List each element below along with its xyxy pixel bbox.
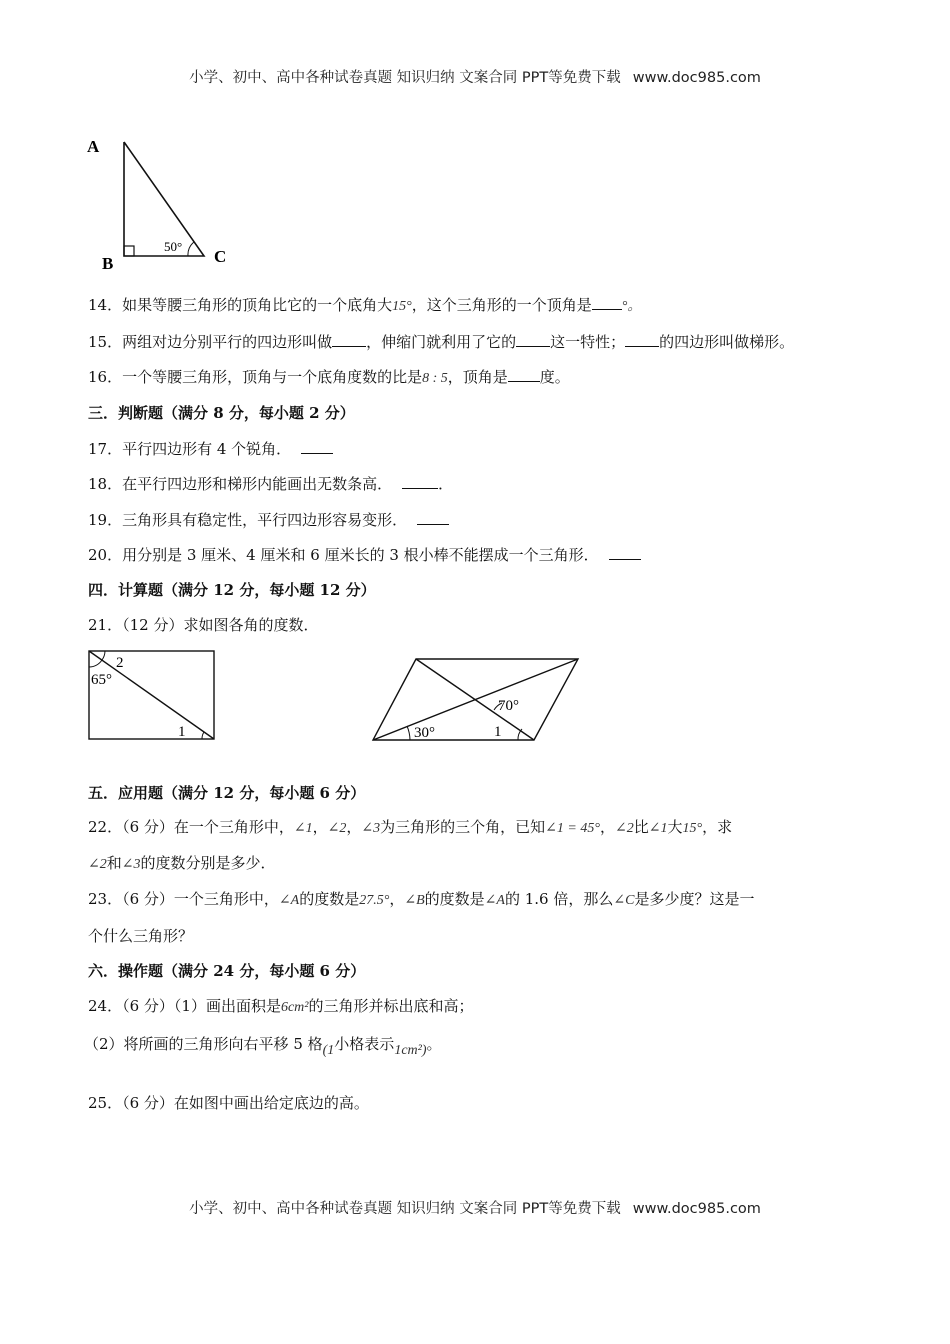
angle-c-arc (188, 242, 194, 256)
angle-30-arc (407, 726, 410, 740)
q14-blank[interactable] (592, 295, 622, 310)
q20-blank[interactable] (609, 545, 641, 560)
right-triangle-figure (84, 132, 244, 277)
q22-l2-angle-3: ∠3 (121, 857, 141, 872)
q22-math-1: ∠1 = 45° (545, 821, 600, 836)
q22-text-1: （6 分）在一个三角形中， (122, 818, 294, 836)
question-22-line-2 (88, 853, 890, 875)
angle-2-arc (102, 651, 105, 660)
angle-1-arc (202, 732, 204, 739)
q17-blank[interactable] (301, 439, 333, 454)
q24-l2-end: 。 (426, 1035, 442, 1053)
question-19 (88, 510, 890, 530)
q24-l2-paren-close: ) (421, 1043, 427, 1058)
q23-math-4: ∠A (484, 893, 505, 908)
q23-num: 23． (88, 890, 123, 908)
vertex-a-label: A (87, 137, 100, 156)
question-20 (88, 545, 890, 565)
question-25 (88, 1093, 890, 1113)
angle-1-label: 1 (494, 724, 502, 740)
q22-sep-1: ， (312, 818, 328, 836)
q22-text-4: 大 (667, 818, 683, 836)
q23-text-5: 的 1.6 倍，那么 (504, 890, 614, 908)
q22-math-3: ∠1 (648, 821, 668, 836)
q15-text-4: 的四边形叫做梯形。 (659, 333, 795, 351)
q16-text-1: 一个等腰三角形，顶角与一个底角度数的比是 (122, 368, 423, 386)
angle-1-label: 1 (178, 724, 186, 740)
question-14 (88, 295, 890, 317)
q22-sep-3: ， (599, 818, 615, 836)
q22-math-2: ∠2 (614, 821, 634, 836)
q14-text-2: ，这个三角形的一个顶角是 (411, 296, 592, 314)
q22-text-3: 比 (633, 818, 649, 836)
footer-site: www.doc985.com (632, 1201, 761, 1217)
question-23-line-2: 个什么三角形？ (88, 927, 194, 945)
q24-num: 24． (88, 997, 123, 1015)
q23-math-2: 27.5° (359, 893, 390, 908)
question-24-line-2 (84, 1034, 890, 1056)
rectangle-diagonal (89, 651, 214, 739)
q14-num: 14． (88, 296, 123, 314)
q25-num: 25． (88, 1094, 123, 1112)
page-footer (0, 1197, 950, 1218)
footer-text: 小学、初中、高中各种试卷真题 知识归纳 文案合同 PPT等免费下载 (189, 1201, 621, 1217)
question-17 (88, 439, 890, 459)
right-angle-mark (124, 246, 134, 256)
q15-text-1: 两组对边分别平行的四边形叫做 (122, 333, 333, 351)
q24-l2-paren-open: (1 (322, 1043, 335, 1058)
question-18 (88, 474, 890, 494)
header-site: www.doc985.com (632, 70, 761, 86)
q23-text-2: 的度数是 (299, 890, 360, 908)
q23-text-4: 的度数是 (424, 890, 485, 908)
q15-num: 15． (88, 333, 123, 351)
q18-text: 在平行四边形和梯形内能画出无数条高． (122, 475, 393, 493)
q16-blank[interactable] (508, 367, 540, 382)
q18-num: 18． (88, 475, 123, 493)
question-24-line-1 (88, 996, 890, 1018)
q22-num: 22． (88, 818, 123, 836)
section-5-title: 五．应用题（满分 12 分，每小题 6 分） (88, 784, 366, 802)
q14-text-1: 如果等腰三角形的顶角比它的一个底角大 (122, 296, 393, 314)
question-15 (88, 332, 890, 352)
q18-blank[interactable] (402, 474, 438, 489)
q22-l2-and: 和 (106, 854, 122, 872)
q20-num: 20． (88, 546, 123, 564)
q15-blank-1[interactable] (332, 332, 366, 347)
q16-text-2: ，顶角是 (447, 368, 508, 386)
q17-text: 平行四边形有 4 个锐角． (122, 440, 292, 458)
q19-text: 三角形具有稳定性，平行四边形容易变形． (122, 511, 408, 529)
header-text: 小学、初中、高中各种试卷真题 知识归纳 文案合同 PPT等免费下载 (189, 70, 621, 86)
q23-text-1: （6 分）一个三角形中， (122, 890, 279, 908)
q22-text-5: ，求 (702, 818, 733, 836)
q14-math-1: 15° (392, 299, 412, 314)
q24-l2-unit: 1cm² (394, 1043, 422, 1058)
q16-ratio: 8 : 5 (422, 371, 448, 386)
question-22-line-1 (88, 817, 890, 839)
q22-angle-1: ∠1 (293, 821, 313, 836)
q23-text-6: 是多少度？这是一 (634, 890, 755, 908)
angle-65-arc (89, 660, 102, 667)
question-23-line-1 (88, 889, 890, 911)
q25-text: （6 分）在如图中画出给定底边的高。 (122, 1094, 369, 1112)
q24-l2-text: （2）将所画的三角形向右平移 5 格 (84, 1035, 323, 1053)
q14-text-3: °。 (621, 299, 642, 314)
q23-math-1: ∠A (278, 893, 300, 908)
q23-math-3: ∠B (404, 893, 425, 908)
vertex-b-label: B (102, 254, 114, 273)
section-6-title: 六．操作题（满分 24 分，每小题 6 分） (88, 962, 366, 980)
q24-text-2: 的三角形并标出底和高； (308, 997, 474, 1015)
angle-c-value: 50° (164, 239, 183, 254)
angle-65-label: 65° (91, 672, 112, 688)
question-21 (88, 615, 890, 635)
q20-text: 用分别是 3 厘米、4 厘米和 6 厘米长的 3 根小棒不能摆成一个三角形． (122, 546, 599, 564)
q15-blank-2[interactable] (516, 332, 550, 347)
q23-text-3: ， (389, 890, 405, 908)
q23-math-5: ∠C (613, 893, 635, 908)
q22-l2-angle-2: ∠2 (88, 857, 107, 872)
q15-blank-3[interactable] (625, 332, 659, 347)
q15-text-3: 这一特性； (550, 333, 626, 351)
section-3-title: 三．判断题（满分 8 分，每小题 2 分） (88, 404, 355, 422)
q17-num: 17． (88, 440, 123, 458)
page-header (0, 66, 950, 87)
q24-l2-text-2: 小格表示 (334, 1035, 395, 1053)
q22-sep-2: ， (346, 818, 362, 836)
q19-num: 19． (88, 511, 123, 529)
vertex-c-label: C (214, 247, 227, 266)
q22-l2-text: 的度数分别是多少． (140, 854, 276, 872)
q16-text-3: 度。 (539, 368, 570, 386)
section-4-title: 四．计算题（满分 12 分，每小题 12 分） (88, 581, 376, 599)
q21-text: （12 分）求如图各角的度数． (122, 616, 319, 634)
q22-text-2: 为三角形的三个角，已知 (380, 818, 546, 836)
q19-blank[interactable] (417, 510, 449, 525)
q21-num: 21． (88, 616, 123, 634)
diagonal-2 (373, 659, 578, 740)
q24-text-1: （6 分）（1）画出面积是 (122, 997, 281, 1015)
angle-30-label: 30° (414, 725, 435, 741)
q15-text-2: ，伸缩门就利用了它的 (366, 333, 517, 351)
parallelogram-figure (370, 655, 585, 745)
q22-angle-3: ∠3 (361, 821, 381, 836)
q22-angle-2: ∠2 (327, 821, 347, 836)
q16-num: 16． (88, 368, 123, 386)
q18-end: ． (438, 475, 454, 493)
angle-70-label: 70° (498, 698, 519, 714)
q22-math-4: 15° (682, 821, 703, 836)
question-16 (88, 367, 890, 389)
angle-2-label: 2 (116, 655, 124, 671)
q24-area: 6cm² (280, 1000, 309, 1015)
rectangle-figure (86, 648, 218, 744)
